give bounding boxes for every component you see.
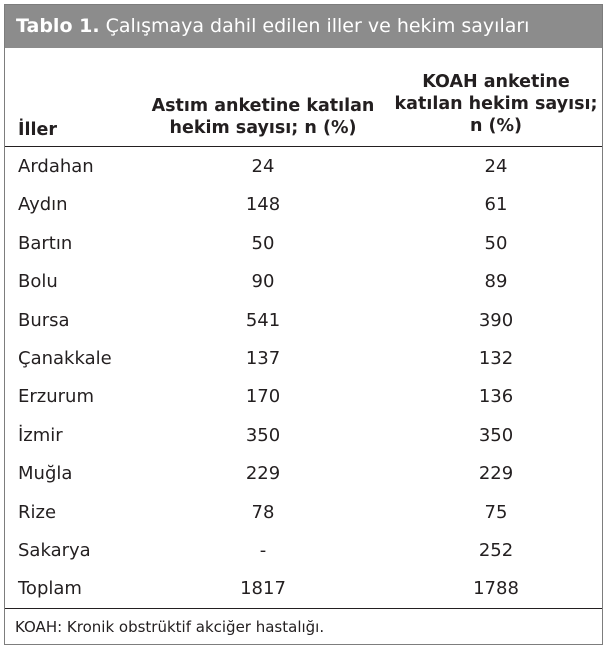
column-header-copd — [383, 71, 608, 137]
copd-header-line: n (%) — [469, 116, 523, 136]
table-row — [5, 147, 602, 185]
table-row — [5, 377, 602, 415]
copd-cell: 350 — [478, 424, 514, 446]
table-row — [5, 301, 602, 339]
copd-cell: 229 — [478, 463, 514, 485]
table-row — [5, 454, 602, 492]
province-cell: Toplam — [18, 578, 82, 600]
asthma-cell: 229 — [245, 463, 281, 485]
province-cell: Bartın — [18, 232, 73, 254]
table-body — [5, 147, 602, 608]
copd-cell: 61 — [484, 194, 508, 216]
province-cell: Sakarya — [18, 539, 91, 561]
table-row — [5, 224, 602, 262]
province-cell: Rize — [18, 501, 57, 523]
asthma-cell: 541 — [245, 309, 281, 331]
copd-cell: 50 — [484, 232, 508, 254]
column-header-provinces: İller — [18, 120, 58, 140]
asthma-cell: - — [259, 539, 267, 561]
data-table — [4, 4, 603, 645]
copd-cell: 1788 — [473, 578, 519, 600]
copd-cell: 89 — [484, 271, 508, 293]
province-cell: Çanakkale — [18, 347, 112, 369]
province-cell: Bolu — [18, 271, 58, 293]
total-row — [5, 569, 602, 607]
copd-cell: 132 — [478, 347, 514, 369]
asthma-header-line: hekim sayısı; n (%) — [169, 118, 357, 138]
province-cell: Aydın — [18, 194, 68, 216]
province-cell: Erzurum — [18, 386, 94, 408]
table-row — [5, 493, 602, 531]
copd-cell: 390 — [478, 309, 514, 331]
asthma-cell: 1817 — [240, 578, 286, 600]
copd-header-line: KOAH anketine — [422, 72, 570, 92]
province-cell: Muğla — [18, 463, 73, 485]
table-row — [5, 531, 602, 569]
copd-cell: 136 — [478, 386, 514, 408]
footer-divider — [5, 608, 602, 609]
asthma-cell: 148 — [245, 194, 281, 216]
caption-text: Çalışmaya dahil edilen iller ve hekim sayıları — [99, 15, 530, 37]
asthma-cell: 50 — [251, 232, 275, 254]
asthma-cell: 90 — [251, 271, 275, 293]
asthma-cell: 137 — [245, 347, 281, 369]
table-caption — [5, 5, 602, 48]
table-row — [5, 262, 602, 300]
copd-cell: 75 — [484, 501, 508, 523]
table-row — [5, 185, 602, 223]
province-cell: İzmir — [18, 424, 63, 446]
copd-cell: 252 — [478, 539, 514, 561]
province-cell: Bursa — [18, 309, 70, 331]
province-cell: Ardahan — [18, 156, 94, 177]
column-header-asthma — [147, 95, 379, 139]
asthma-header-line: Astım anketine katılan — [151, 96, 375, 116]
copd-header-line: katılan hekim sayısı; — [394, 94, 598, 114]
asthma-cell: 350 — [245, 424, 281, 446]
copd-cell: 24 — [484, 156, 508, 177]
asthma-cell: 78 — [251, 501, 275, 523]
caption-label: Tablo 1. — [16, 15, 100, 37]
table-footnote: KOAH: Kronik obstrüktif akciğer hastalığı. — [15, 618, 325, 636]
table-row — [5, 416, 602, 454]
table-row — [5, 339, 602, 377]
asthma-cell: 24 — [251, 156, 275, 177]
asthma-cell: 170 — [245, 386, 281, 408]
